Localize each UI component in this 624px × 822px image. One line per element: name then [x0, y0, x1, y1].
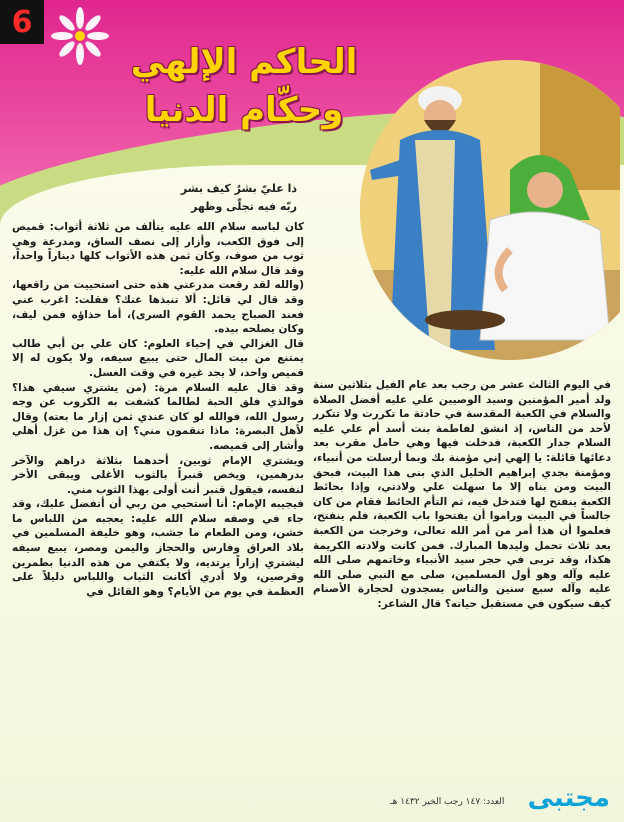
footer	[380, 783, 620, 815]
paragraph: وقد قال عليه السلام مرة: (من يشتري سيفي هذا؟ فوالذي فلق الحبة لطالما كشفت به الكروب عن وجه رسول الله، فوالله لو كان عندي ثمن إزار ما بعته) وقال لأهل البصرة: ماذا تنقمون مني؟ إن هذا من غزل أهلي وأشار إلى قميصه.	[12, 381, 304, 452]
page-number: 6	[0, 0, 44, 44]
paragraph: كان لباسه سلام الله عليه يتألف من ثلاثة أثواب: قميص إلى فوق الكعب، وأزار إلى نصف الساق، ومدرعة وهي ثوب من صوف، وكان ثمن هذه الأثواب كلها ديناراً واحداً، وقد قال سلام الله عليه:	[12, 221, 304, 277]
title-line-1: الحاكم الإلهي	[130, 42, 358, 82]
left-column	[12, 220, 304, 599]
poem-line-2: ربّه فيه تجلّى وظهر	[191, 200, 297, 213]
paragraph: فيجيبه الإمام: أنا أستحيي من ربي أن أتفضل عليك، وقد جاء في وصفه سلام الله عليه: يعجبه من اللباس ما خشن، ومن الطعام ما جشب، وهو خليفة المسلمين في بلاد العراق وفارس والحجاز واليمن ومصر، يبيع سيفه ليشتري إزاراً يرتديه، ولا يكتفي من هذه الدنيا بطمرين وقرصين، ولا أدري أكانت الثياب واللباس دليلاً على العظمة في يوم من الأيام؟ وهو القائل في	[12, 498, 304, 598]
right-column	[313, 378, 611, 612]
paragraph: ويشتري الإمام ثوبين، أحدهما بثلاثة دراهم والآخر بدرهمين، ويخص قنبراً بالثوب الأغلى ويبقى الأخر لنفسه، فيقول قنبر أنت أولى بهذا الثوب مني.	[12, 454, 304, 496]
poem-line-1: ذا عليّ بشرٌ كيف بشر	[180, 182, 297, 195]
illustration	[360, 20, 620, 360]
paragraph: (والله لقد رقعت مدرعتي هذه حتى استحييت من راقعها، وقد قال لي قائل: ألا تنبذها عنك؟ فقلت: اغرب عني فعند الصباح يحمد القوم السرى)، أما حذاؤه فمن ليف، وكان يصلحه بيده.	[12, 279, 304, 336]
flower-icon	[50, 6, 110, 66]
magazine-logo: مجتبى	[527, 783, 610, 813]
issue-info: العدد: ١٤٧ رجب الخير ١٤٣٢ هـ	[390, 797, 505, 807]
paragraph: في اليوم الثالث عشر من رجب بعد عام الفيل بثلاثين سنة ولد أمير المؤمنين وسيد الوصيين علي عليه أفضل الصلاة والسلام في الكعبة المقدسة في حادثة ما تكررت ولا تتكرر لأحد من الناس، إذ انشق لفاطمة بنت أسد أم علي عليه السلام جدار الكعبة، فدخلت فيها وهي حامل مقرب بعد دعائها قائلة: يا إلهي إني مؤمنة بك وبما أرسلت من أنبياء، ومؤمنة بجدي إبراهيم الخليل الذي بنى هذا البيت، فبحق البيت ومن بناه إلا ما سهلت علي ولادتي، وإذا بحائط الكعبة ينفتح لها فتدخل فيه، ثم التأم الحائط فقام من كان جالساً في البيت وراموا أن يفتحوا باب الكعبة، فلم ينفتح، فعلموا أن هذا أمر من أمر الله تعالى، وخرجت من الكعبة بعد ثلاث تحمل وليدها المبارك. فمن كانت ولادته الكريمة هكذا، وقد تربى في حجر سيد الأنبياء وخاتمهم صلى الله عليه وآله وهو أول المسلمين، صلى مع النبي صلى الله عليه وآله سبع سنين والناس يسجدون لحجارة الأصنام كيف سيكون في مستقبل حياته؟ قال الشاعر:	[313, 379, 611, 610]
paragraph: قال الغزالي في إحياء العلوم: كان علي بن أبي طالب يمتنع من بيت المال حتى يبيع سيفه، ولا يكون له إلا قميص واحد، لا يجد غيره في وقت الغسل.	[12, 337, 304, 379]
poem	[97, 180, 297, 216]
title-line-2: وحكّام الدنيا	[144, 90, 344, 130]
basket-icon	[425, 310, 505, 330]
page-title	[114, 38, 374, 134]
